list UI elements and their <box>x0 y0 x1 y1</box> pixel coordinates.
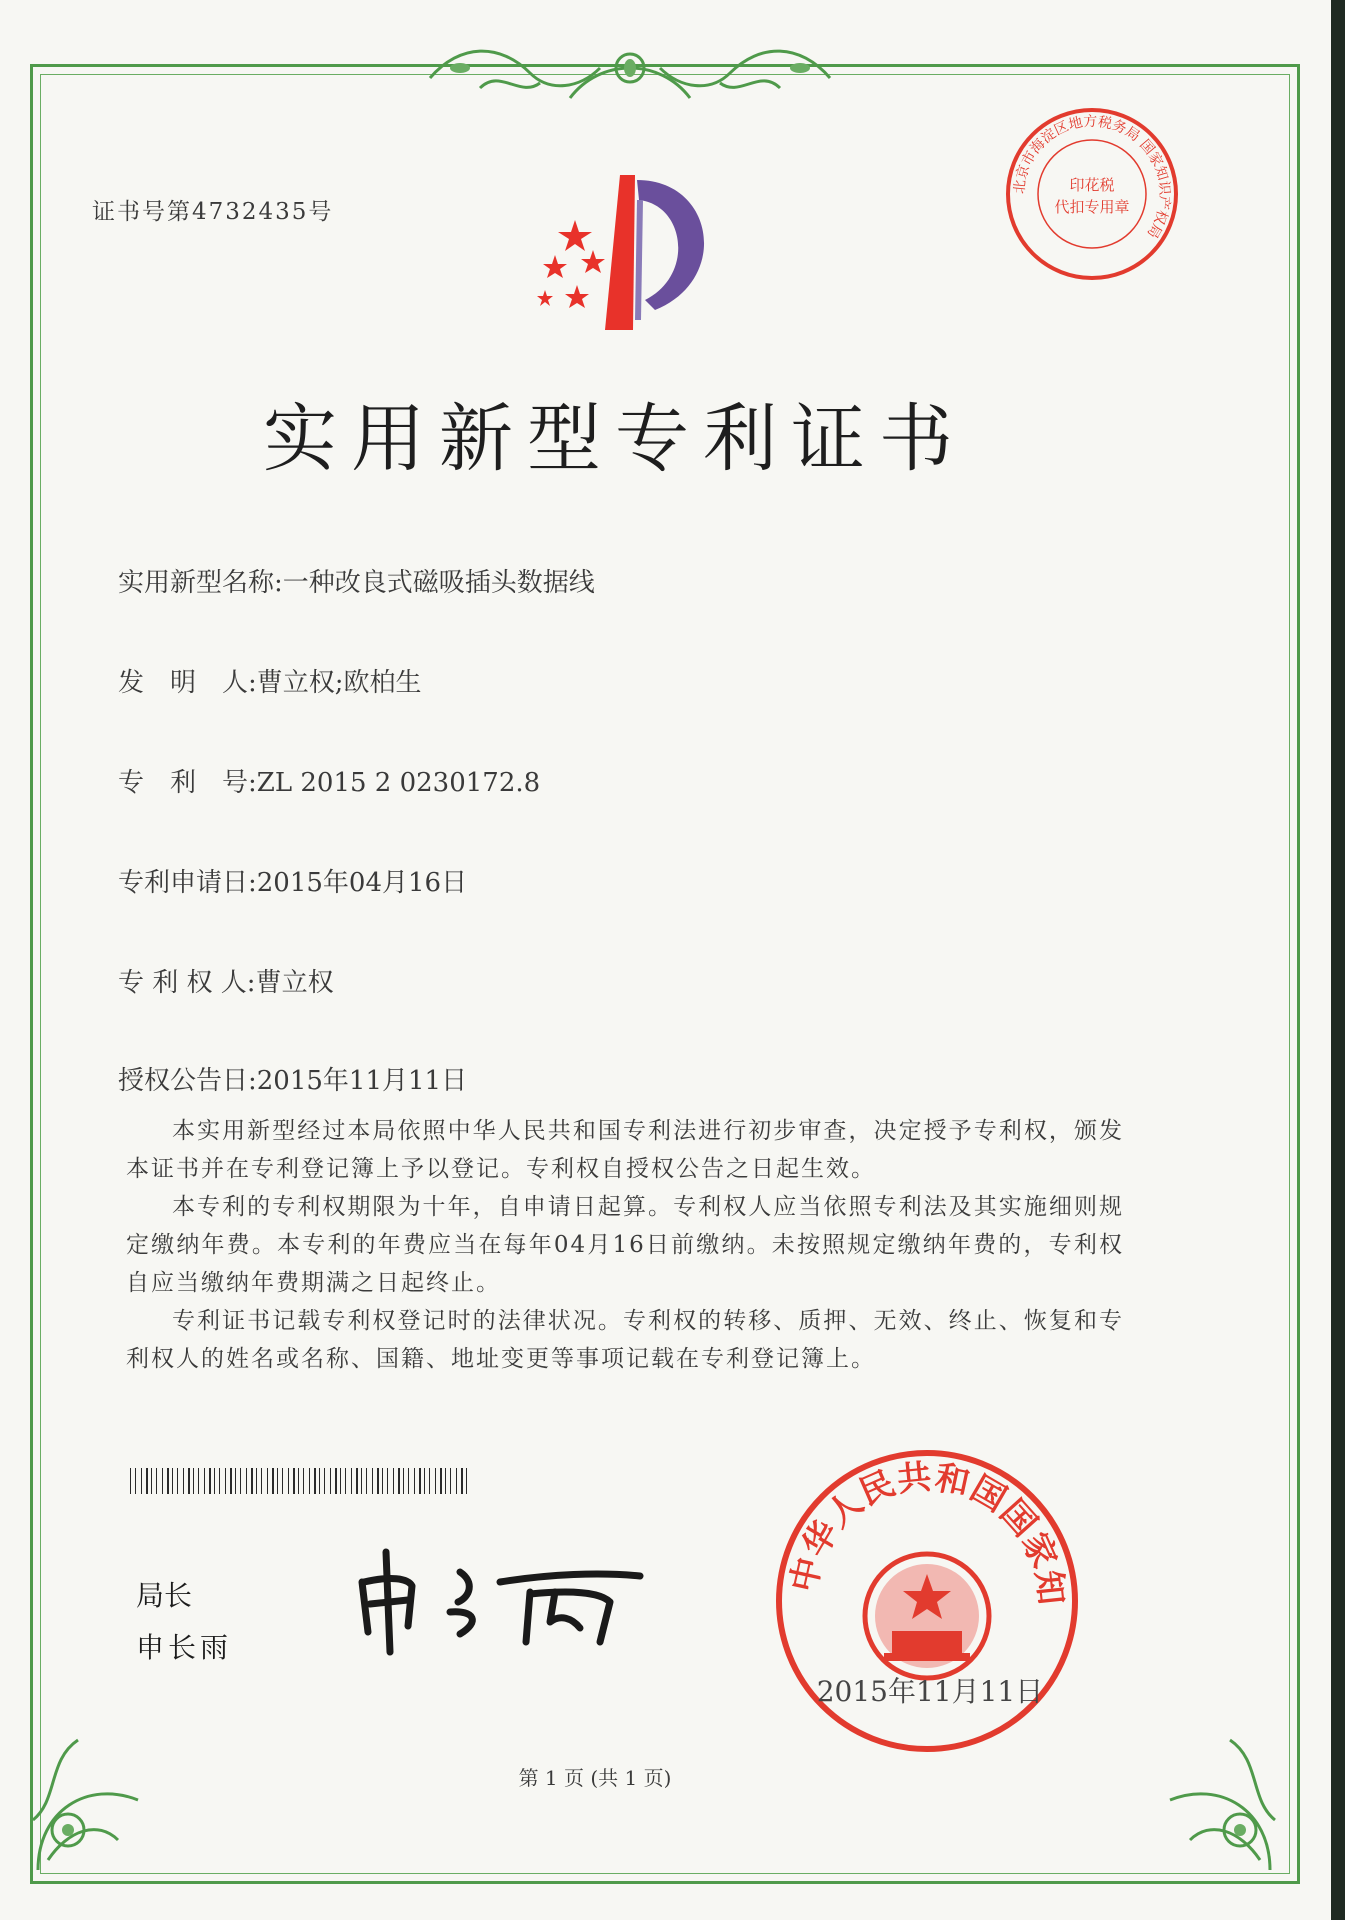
barcode-bar <box>135 1468 136 1494</box>
barcode-bar <box>261 1468 262 1494</box>
barcode-bar <box>230 1468 232 1494</box>
certificate-title: 实用新型专利证书 <box>263 396 967 482</box>
barcode-bar <box>240 1468 241 1494</box>
barcode-bar <box>309 1468 310 1494</box>
field-utility-model-name <box>118 562 595 599</box>
barcode-bar <box>393 1468 394 1494</box>
barcode-bar <box>356 1468 358 1494</box>
barcode-bar <box>424 1468 425 1494</box>
barcode-bar <box>204 1468 205 1494</box>
barcode-bar <box>403 1468 404 1494</box>
barcode-bar <box>303 1468 304 1494</box>
body-paragraph-1: 本实用新型经过本局依照中华人民共和国专利法进行初步审查，决定授予专利权，颁发本证书并在专利登记簿上予以登记。专利权自授权公告之日起生效。 <box>126 1118 1124 1182</box>
field-value: ZL 2015 2 0230172.8 <box>256 768 541 798</box>
barcode-bar <box>267 1468 268 1494</box>
barcode-bar <box>324 1468 325 1494</box>
barcode-bar <box>156 1468 157 1494</box>
barcode-bar <box>209 1468 211 1494</box>
barcode-bar <box>372 1468 373 1494</box>
field-patentee <box>118 962 334 999</box>
barcode-bar <box>314 1468 316 1494</box>
tax-stamp-seal <box>1002 104 1182 288</box>
barcode <box>130 1468 470 1494</box>
signatory-title: 局长 <box>136 1579 193 1612</box>
tax-seal-line2: 代扣专用章 <box>1054 198 1130 216</box>
barcode-bar <box>172 1468 173 1494</box>
signatory-name: 申长雨 <box>136 1631 233 1664</box>
barcode-bar <box>456 1468 457 1494</box>
barcode-bar <box>272 1468 274 1494</box>
barcode-bar <box>461 1468 463 1494</box>
barcode-bar <box>225 1468 226 1494</box>
barcode-bar <box>293 1468 295 1494</box>
barcode-bar <box>414 1468 415 1494</box>
official-seal-text: 中华人民共和国国家知 <box>783 1456 1072 1608</box>
barcode-bar <box>435 1468 436 1494</box>
field-label: 专利申请日: <box>118 868 257 898</box>
barcode-bar <box>330 1468 331 1494</box>
binding-spine <box>1331 0 1345 1920</box>
field-label: 授权公告日: <box>118 1066 257 1096</box>
barcode-bar <box>235 1468 236 1494</box>
barcode-bar <box>130 1468 131 1494</box>
barcode-bar <box>466 1468 467 1494</box>
field-patent-number <box>118 762 540 799</box>
barcode-bar <box>151 1468 152 1494</box>
barcode-bar <box>382 1468 383 1494</box>
barcode-bar <box>429 1468 430 1494</box>
barcode-bar <box>340 1468 341 1494</box>
barcode-bar <box>366 1468 367 1494</box>
barcode-bar <box>251 1468 253 1494</box>
barcode-bar <box>277 1468 278 1494</box>
field-inventor <box>118 662 422 699</box>
barcode-bar <box>214 1468 215 1494</box>
barcode-bar <box>387 1468 388 1494</box>
body-paragraph-3: 专利证书记载专利权登记时的法律状况。专利权的转移、质押、无效、终止、恢复和专利权人的姓名或名称、国籍、地址变更等事项记载在专利登记簿上。 <box>126 1308 1124 1372</box>
barcode-bar <box>162 1468 163 1494</box>
barcode-bar <box>298 1468 299 1494</box>
barcode-bar <box>450 1468 451 1494</box>
barcode-bar <box>377 1468 379 1494</box>
barcode-bar <box>361 1468 362 1494</box>
barcode-bar <box>319 1468 320 1494</box>
barcode-bar <box>146 1468 148 1494</box>
barcode-bar <box>246 1468 247 1494</box>
top-ornament <box>420 38 840 108</box>
certificate-body <box>126 1112 1124 1378</box>
seal-date: 2015年11月11日 <box>816 1675 1044 1708</box>
field-label: 专 利 号: <box>118 768 257 798</box>
field-value: 2015年11月11日 <box>256 1066 468 1096</box>
barcode-bar <box>141 1468 142 1494</box>
barcode-bar <box>445 1468 446 1494</box>
field-value: 一种改良式磁吸插头数据线 <box>282 568 595 598</box>
barcode-bar <box>419 1468 421 1494</box>
barcode-bar <box>256 1468 257 1494</box>
body-paragraph-2: 本专利的专利权期限为十年，自申请日起算。专利权人应当依照专利法及其实施细则规定缴纳年费。本专利的年费应当在每年04月16日前缴纳。未按照规定缴纳年费的，专利权自应当缴纳年费期满之日起终止。 <box>126 1194 1124 1296</box>
barcode-bar <box>167 1468 169 1494</box>
barcode-bar <box>188 1468 190 1494</box>
barcode-bar <box>193 1468 194 1494</box>
bottom-left-ornament <box>28 1720 158 1880</box>
barcode-bar <box>335 1468 337 1494</box>
official-seal <box>772 1446 1082 1760</box>
barcode-bar <box>288 1468 289 1494</box>
barcode-bar <box>408 1468 409 1494</box>
field-label: 发 明 人: <box>118 668 257 698</box>
tax-seal-line1: 印花税 <box>1069 176 1115 194</box>
field-label: 专 利 权 人: <box>118 968 256 998</box>
field-application-date <box>118 862 467 899</box>
barcode-bar <box>345 1468 346 1494</box>
barcode-bar <box>183 1468 184 1494</box>
barcode-bar <box>398 1468 400 1494</box>
handwritten-signature <box>350 1542 650 1666</box>
barcode-bar <box>177 1468 178 1494</box>
barcode-bar <box>198 1468 199 1494</box>
field-grant-date <box>118 1060 467 1097</box>
certificate-number: 证书号第4732435号 <box>92 199 334 225</box>
page-number: 第 1 页 (共 1 页) <box>518 1766 672 1790</box>
field-value: 曹立权 <box>255 968 334 998</box>
tax-seal-ring-text: 北京市海淀区地方税务局 国家知识产权局 <box>1011 113 1173 241</box>
barcode-bar <box>351 1468 352 1494</box>
national-emblem <box>865 1554 989 1678</box>
barcode-bar <box>219 1468 220 1494</box>
field-label: 实用新型名称: <box>118 568 283 598</box>
field-value: 2015年04月16日 <box>256 868 468 898</box>
field-value: 曹立权;欧柏生 <box>256 668 422 698</box>
barcode-bar <box>440 1468 442 1494</box>
bottom-right-ornament <box>1150 1720 1280 1880</box>
patent-office-logo <box>515 170 725 344</box>
barcode-bar <box>282 1468 283 1494</box>
